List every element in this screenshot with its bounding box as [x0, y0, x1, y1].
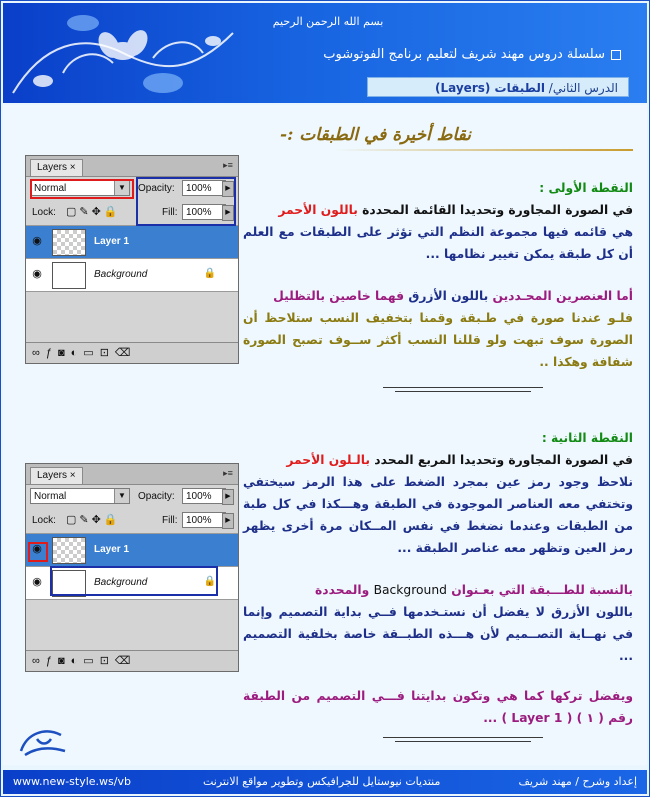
- layer-name: Background: [94, 577, 148, 588]
- point1-text: [243, 177, 633, 373]
- layer-name: Layer 1: [94, 236, 130, 247]
- blend-mode-value: Normal: [34, 491, 67, 502]
- series-title: [323, 47, 621, 62]
- panel-bottom-toolbar: [26, 342, 238, 363]
- footer-bar: [3, 770, 647, 794]
- lock-label: Lock:: [32, 515, 56, 526]
- fx-icon[interactable]: ƒ: [45, 655, 58, 667]
- layers-panel-2: [25, 463, 239, 672]
- point2-para2-c: والمحددة: [315, 583, 374, 597]
- lock-label: Lock:: [32, 207, 56, 218]
- tab-layers[interactable]: Layers ×: [30, 159, 83, 176]
- eye-icon[interactable]: ◉: [32, 576, 42, 588]
- opacity-label: Opacity:: [138, 183, 175, 194]
- point2-para1: نلاحظ وجود رمز عين بمجرد الضغط على هذا الرمز سيختفي وتختفي معه العناصر الموجودة في الطبقة وهـــكذا في كل طبة من الطبقات وعندما نضغط في نفس المــكان مرة أخرى يظهر رمز العين وتظهر معه عناصر الطبقة ...: [243, 475, 633, 555]
- blend-mode-value: Normal: [34, 183, 67, 194]
- point1-para1: هي قائمه فيها مجموعة النظم التي تؤثر على الطبقات مع العلم أن كل طبقة يمكن تغيير نظامها ...: [243, 225, 633, 261]
- point1-para3: فلـو عندنا صورة في طـبقة وقمنا بتخفيف النسب ستلاحظ أن الصورة سوف تبهت ولو قللنا النسب أكثر ســوف تصبح الصورة شفافة وهكذا ..: [243, 311, 633, 369]
- panel-tabbar: [26, 464, 238, 485]
- adjustment-icon[interactable]: ◐: [70, 347, 84, 359]
- panel-bottom-toolbar: [26, 650, 238, 671]
- trash-icon[interactable]: ⌫: [114, 347, 137, 359]
- point1-line1: [243, 199, 633, 221]
- point2-para2: [243, 579, 633, 601]
- tab-layers[interactable]: Layers ×: [30, 467, 83, 484]
- highlight-eye-icon: [28, 542, 48, 562]
- floral-decoration-icon: [3, 3, 263, 103]
- folder-icon[interactable]: ▭: [83, 347, 100, 359]
- chevron-down-icon[interactable]: ▼: [114, 489, 129, 503]
- panel-tabbar: [26, 156, 238, 177]
- opacity-slider-arrow-icon[interactable]: ▶: [222, 181, 234, 197]
- highlight-blend-mode: [30, 179, 134, 199]
- point2-para3: باللون الأزرق لا يفضل أن نستـخدمها فــي بداية التصميم وإنما في نهــاية التصــميم لأن هـــذه الطبــقة خاصة بخلفية التصميم ...: [243, 605, 633, 663]
- lesson-bar: [367, 77, 629, 97]
- point2-text: [243, 427, 633, 729]
- layer-name: Layer 1: [94, 544, 130, 555]
- fill-slider-arrow-icon[interactable]: ▶: [222, 205, 234, 221]
- lock-options-icons[interactable]: ▢✎✥🔒: [66, 514, 121, 526]
- opacity-slider-arrow-icon[interactable]: ▶: [222, 489, 234, 505]
- point2-para4: ويفضل تركها كما هي وتكون بدايتنا فـــي التصميم من الطبقة رقم ( ١ ) ( Layer 1 ) ...: [243, 689, 633, 725]
- new-layer-icon[interactable]: ⊡: [99, 347, 115, 359]
- layer-thumbnail: [52, 537, 86, 564]
- point2-line1-red: بالـلون الأحمر: [286, 453, 371, 467]
- fill-slider-arrow-icon[interactable]: ▶: [222, 513, 234, 529]
- highlight-background-layer: [50, 566, 218, 596]
- spacer: [243, 559, 633, 579]
- new-layer-icon[interactable]: ⊡: [99, 655, 115, 667]
- eye-icon[interactable]: ◉: [32, 543, 42, 555]
- link-icon[interactable]: ∞: [32, 655, 46, 667]
- bullet-square-icon: [611, 50, 621, 60]
- point2-para2-bg: Background: [373, 583, 447, 597]
- footer-credit: إعداد وشرح / مهند شريف: [518, 775, 637, 788]
- eye-icon[interactable]: ◉: [32, 235, 42, 247]
- point1-line1-red: باللون الأحمر: [278, 203, 358, 217]
- panel-menu-icon[interactable]: ▸≡: [223, 160, 233, 170]
- series-title-text: سلسلة دروس مهند شريف لتعليم برنامج الفوتوشوب: [323, 47, 605, 62]
- lock-options-icons[interactable]: ▢✎✥🔒: [66, 206, 121, 218]
- layer-row-layer1[interactable]: [26, 533, 238, 566]
- lock-icon: 🔒: [203, 576, 216, 587]
- point2-line1-a: في الصورة المجاورة وتحديدا المربع المحدد: [370, 453, 633, 467]
- section-title: نقاط أخيرة في الطبقات :-: [280, 125, 471, 145]
- separator-2b: [395, 741, 531, 742]
- blend-row: [26, 485, 238, 509]
- opacity-label: Opacity:: [138, 491, 175, 502]
- point2-line1: [243, 449, 633, 471]
- fill-label: Fill:: [162, 207, 178, 218]
- layers-panel-1: [25, 155, 239, 364]
- mask-icon[interactable]: ◙: [57, 347, 71, 359]
- fill-input[interactable]: 100%: [182, 204, 226, 220]
- spacer: [243, 265, 633, 285]
- trash-icon[interactable]: ⌫: [114, 655, 137, 667]
- point1-para2: [243, 285, 633, 307]
- fill-input[interactable]: 100%: [182, 512, 226, 528]
- spacer: [243, 667, 633, 685]
- fx-icon[interactable]: ƒ: [45, 347, 58, 359]
- separator-1: [383, 387, 543, 388]
- panel-menu-icon[interactable]: ▸≡: [223, 468, 233, 478]
- separator-1b: [395, 391, 531, 392]
- point1-para2-c: فهما خاصين بالتظليل: [273, 289, 409, 303]
- point1-heading: النقطة الأولى :: [539, 181, 633, 195]
- header-banner: [3, 3, 647, 103]
- layers-empty-area: [26, 291, 238, 342]
- opacity-input[interactable]: 100%: [182, 180, 226, 196]
- content-area: [3, 105, 647, 765]
- point1-para2-blue: باللون الأزرق: [408, 289, 489, 303]
- layer-row-layer1[interactable]: [26, 225, 238, 258]
- chevron-down-icon[interactable]: ▼: [114, 181, 129, 195]
- tab-layers-label: Layers: [37, 162, 68, 173]
- footer-forum: منتديات نيوستايل للجرافيكس وتطوير مواقع الانترنت: [203, 775, 441, 788]
- layer-thumbnail: [52, 229, 86, 256]
- layers-empty-area: [26, 599, 238, 650]
- layer-name: Background: [94, 269, 148, 280]
- lock-row: [26, 509, 238, 533]
- lesson-label: الدرس الثاني/: [548, 81, 618, 95]
- lesson-title: الطبقات (Layers): [435, 81, 545, 95]
- folder-icon[interactable]: ▭: [83, 655, 100, 667]
- layer-row-background[interactable]: [26, 258, 238, 291]
- tab-layers-label: Layers: [37, 470, 68, 481]
- mask-icon[interactable]: ◙: [57, 655, 71, 667]
- footer-url[interactable]: www.new-style.ws/vb: [13, 775, 131, 788]
- layer-thumbnail: [52, 262, 86, 289]
- adjustment-icon[interactable]: ◐: [70, 655, 84, 667]
- lock-icon: 🔒: [203, 268, 216, 279]
- fill-label: Fill:: [162, 515, 178, 526]
- point2-heading: النقطة الثانية :: [541, 431, 633, 445]
- eye-icon[interactable]: ◉: [32, 268, 42, 280]
- basmala: بسم الله الرحمن الرحيم: [272, 15, 384, 28]
- highlight-opacity-fill: [136, 177, 236, 226]
- title-underline: [333, 149, 633, 151]
- point1-line1-a: في الصورة المجاورة وتحديدا القائمة المحددة: [357, 203, 633, 217]
- separator-2: [383, 737, 543, 738]
- opacity-input[interactable]: 100%: [182, 488, 226, 504]
- point2-para2-a: بالنسبة للطـــبقة التي بعـنوان: [446, 583, 633, 597]
- link-icon[interactable]: ∞: [32, 347, 46, 359]
- blend-mode-select[interactable]: [30, 488, 130, 504]
- point1-para2-a: أما العنصرين المحـددين: [488, 289, 633, 303]
- signature-logo-icon: [15, 721, 71, 761]
